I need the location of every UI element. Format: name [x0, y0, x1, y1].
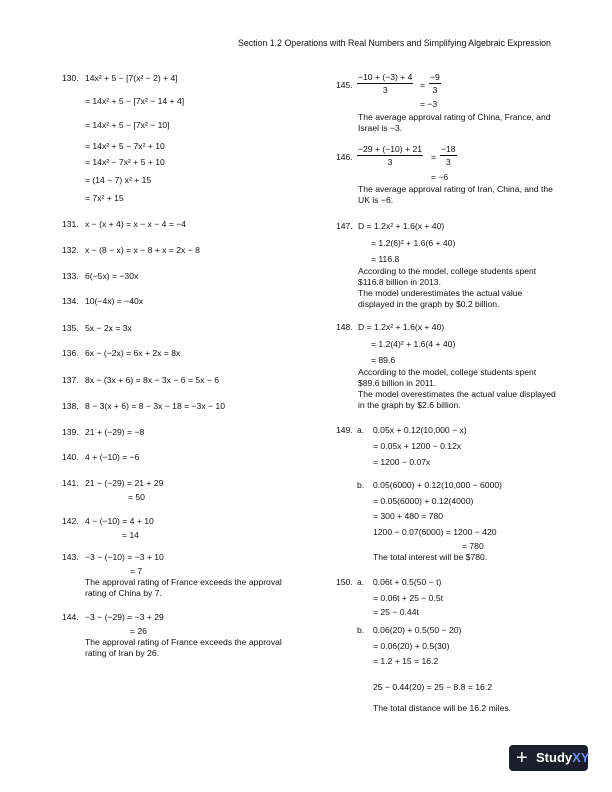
- problem-147-text: displayed in the graph by $0.2 billion.: [358, 299, 500, 309]
- problem-130-line: = 14x² + 5 − 7x² + 10: [85, 141, 165, 151]
- problem-147-line: = 1.2(6)² + 1.6(6 + 40): [371, 238, 456, 248]
- problem-149b-line: 1200 − 0.07(6000) = 1200 − 420: [373, 527, 497, 537]
- problem-144-line: −3 − (−29) = −3 + 29: [85, 612, 164, 622]
- problem-148-line: = 89.6: [371, 355, 396, 365]
- problem-148-number: 148.: [336, 322, 353, 332]
- problem-149b-line: 0.05(6000) + 0.12(10,000 − 6000): [373, 480, 503, 490]
- problem-145-fraction: $\frac{-10 + (-3) + 4}{3}$: [358, 72, 413, 95]
- problem-144-text: rating of Iran by 26.: [85, 648, 160, 658]
- problem-136-number: 136.: [62, 348, 79, 358]
- problem-141-line: 21 − (−29) = 21 + 29: [85, 478, 164, 488]
- problem-150b-line: = 0.06(20) + 0.5(30): [373, 641, 450, 651]
- problem-142-number: 142.: [62, 516, 79, 526]
- problem-150b-line: = 1.2 + 15 = 16.2: [373, 656, 439, 666]
- problem-149b-line: = 0.05(6000) + 0.12(4000): [373, 496, 474, 506]
- problem-150a-line: = 0.06t + 25 − 0.5t: [373, 593, 444, 603]
- problem-137-line: 8x − (3x + 6) = 8x − 3x − 6 = 5x − 6: [85, 375, 220, 385]
- problem-140-number: 140.: [62, 452, 79, 462]
- problem-135-line: 5x − 2x = 3x: [85, 323, 132, 333]
- problem-147-text: According to the model, college students spent: [358, 266, 537, 276]
- problem-145-number: 145.: [336, 80, 353, 90]
- problem-146-text: The average approval rating of Iran, China, and the: [358, 184, 553, 194]
- equals-sign: =: [431, 152, 437, 162]
- problem-149a-line: = 0.05x + 1200 − 0.12x: [373, 441, 462, 451]
- problem-148-line: D = 1.2x² + 1.6(x + 40): [358, 322, 445, 332]
- problem-141-line: = 50: [128, 492, 145, 502]
- problem-141-number: 141.: [62, 478, 79, 488]
- problem-145-result: = −3: [420, 99, 438, 109]
- problem-149b-line: = 300 + 480 = 780: [373, 511, 444, 521]
- problem-133-number: 133.: [62, 271, 79, 281]
- problem-140-line: 4 + (−10) = −6: [85, 452, 140, 462]
- problem-131-line: x − (x + 4) = x − x − 4 = −4: [85, 219, 187, 229]
- problem-150-number: 150.: [336, 577, 353, 587]
- equals-sign: =: [420, 80, 426, 90]
- problem-130-line: 14x² + 5 − [7(x² − 2) + 4]: [85, 73, 178, 83]
- problem-149-number: 149.: [336, 425, 353, 435]
- problem-146-text: UK is −6.: [358, 195, 394, 205]
- problem-149b-text: The total interest will be $780.: [373, 552, 488, 562]
- problem-145-text: The average approval rating of China, France, and: [358, 112, 551, 122]
- problem-142-line: 4 − (−10) = 4 + 10: [85, 516, 154, 526]
- problem-149b-line: = 780: [462, 541, 484, 551]
- problem-144-number: 144.: [62, 612, 79, 622]
- studyxy-badge[interactable]: [509, 745, 588, 771]
- brand-wordmark: StudyXY: [536, 750, 590, 765]
- problem-130-line: = 14x² + 5 − [7x² − 14 + 4]: [85, 96, 185, 106]
- part-a-label: a.: [357, 425, 365, 435]
- problem-146-number: 146.: [336, 152, 353, 162]
- problem-143-line: −3 − (−10) = −3 + 10: [85, 552, 164, 562]
- section-header: Section 1.2 Operations with Real Numbers and Simplifying Algebraic Expression: [238, 38, 551, 48]
- problem-145-text: Israel is −3.: [358, 123, 403, 133]
- problem-130-line: = 14x² + 5 − [7x² − 10]: [85, 120, 170, 130]
- problem-143-text: rating of China by 7.: [85, 588, 162, 598]
- problem-150b-line: 25 − 0.44(20) = 25 − 8.8 = 16.2: [373, 682, 492, 692]
- problem-148-text: in the graph by $2.6 billion.: [358, 400, 461, 410]
- problem-132-line: x − (8 − x) = x − 8 + x = 2x − 8: [85, 245, 200, 255]
- part-b-label: b.: [357, 625, 365, 635]
- problem-149a-line: = 1200 − 0.07x: [373, 457, 431, 467]
- part-b-label: b.: [357, 480, 365, 490]
- problem-139-number: 139.: [62, 427, 79, 437]
- problem-148-text: $89.6 billion in 2011.: [358, 378, 437, 388]
- problem-143-text: The approval rating of France exceeds the approval: [85, 577, 282, 587]
- problem-144-text: The approval rating of France exceeds the approval: [85, 637, 282, 647]
- problem-148-text: The model overestimates the actual value displayed: [358, 389, 556, 399]
- problem-146-fraction: $\frac{-18}{3}$: [441, 144, 456, 167]
- problem-150a-line: 0.06t + 0.5(50 − t): [373, 577, 442, 587]
- problem-143-number: 143.: [62, 552, 79, 562]
- problem-133-line: 6(−5x) = −30x: [85, 271, 139, 281]
- problem-139-line: 21 + (−29) = −8: [85, 427, 145, 437]
- problem-130-line: = (14 − 7) x² + 15: [85, 175, 152, 185]
- problem-134-line: 10(−4x) = −40x: [85, 296, 144, 306]
- problem-150a-line: = 25 − 0.44t: [373, 607, 419, 617]
- problem-135-number: 135.: [62, 323, 79, 333]
- problem-145-fraction: $\frac{-9}{3}$: [430, 72, 440, 95]
- problem-132-number: 132.: [62, 245, 79, 255]
- problem-138-line: 8 − 3(x + 6) = 8 − 3x − 18 = −3x − 10: [85, 401, 225, 411]
- problem-150b-line: 0.06(20) + 0.5(50 − 20): [373, 625, 462, 635]
- problem-146-result: = −6: [431, 172, 449, 182]
- problem-142-line: = 14: [122, 530, 139, 540]
- problem-147-number: 147.: [336, 221, 353, 231]
- part-a-label: a.: [357, 577, 365, 587]
- problem-148-text: According to the model, college students spent: [358, 367, 537, 377]
- problem-147-line: D = 1.2x² + 1.6(x + 40): [358, 221, 445, 231]
- problem-147-line: = 116.8: [371, 254, 400, 264]
- problem-130-number: 130.: [62, 73, 79, 83]
- problem-147-text: $116.8 billion in 2013.: [358, 277, 441, 287]
- problem-149a-line: 0.05x + 0.12(10,000 − x): [373, 425, 467, 435]
- problem-138-number: 138.: [62, 401, 79, 411]
- problem-137-number: 137.: [62, 375, 79, 385]
- problem-130-line: = 14x² − 7x² + 5 + 10: [85, 157, 165, 167]
- plus-icon: +: [516, 747, 528, 769]
- problem-150b-text: The total distance will be 16.2 miles.: [373, 703, 512, 713]
- problem-147-text: The model underestimates the actual value: [358, 288, 523, 298]
- problem-148-line: = 1.2(4)² + 1.6(4 + 40): [371, 339, 456, 349]
- problem-130-line: = 7x² + 15: [85, 193, 124, 203]
- problem-131-number: 131.: [62, 219, 79, 229]
- problem-134-number: 134.: [62, 296, 79, 306]
- problem-144-line: = 26: [130, 626, 147, 636]
- problem-146-fraction: $\frac{-29 + (-10) + 21}{3}$: [358, 144, 423, 167]
- problem-143-line: = 7: [130, 566, 143, 576]
- problem-136-line: 6x − (−2x) = 6x + 2x = 8x: [85, 348, 181, 358]
